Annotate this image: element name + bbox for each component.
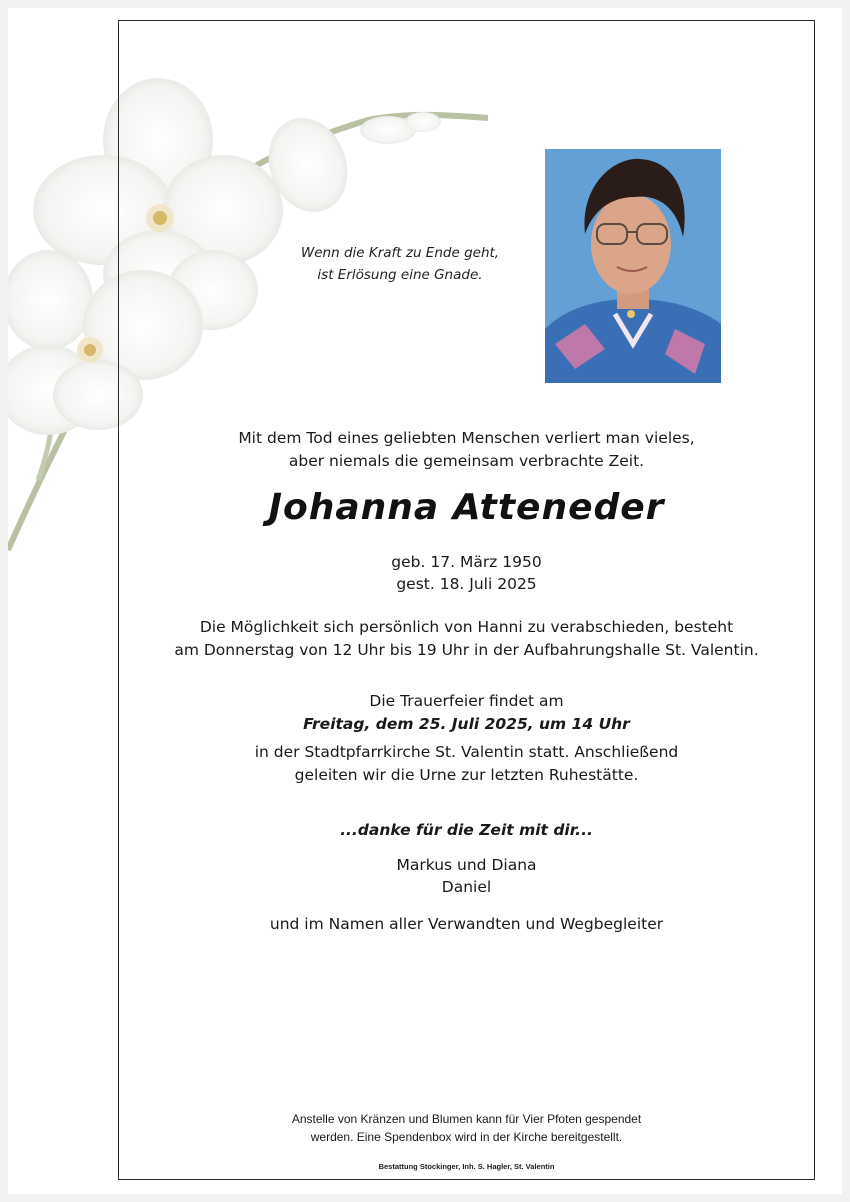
family-line-2: Daniel	[441, 878, 492, 896]
ceremony-place-line-1: in der Stadtpfarrkirche St. Valentin statt. Anschließend	[254, 743, 679, 761]
intro-line-2: aber niemals die gemeinsam verbrachte Zeit.	[288, 452, 645, 470]
quote-line-2: ist Erlösung eine Gnade.	[317, 267, 483, 283]
intro-line-1: Mit dem Tod eines geliebten Menschen verliert man vieles,	[238, 429, 695, 447]
undertaker-imprint: Bestattung Stockinger, Inh. S. Hagler, St. Valentin	[378, 1162, 555, 1171]
donation-line-1: Anstelle von Kränzen und Blumen kann für Vier Pfoten gespendet	[291, 1112, 642, 1126]
deceased-name: Johanna Atteneder	[268, 487, 665, 528]
farewell-text	[118, 616, 815, 662]
ceremony-place-line-2: geleiten wir die Urne zur letzten Ruhestätte.	[294, 766, 639, 784]
life-dates	[118, 551, 815, 595]
quote-line-1: Wenn die Kraft zu Ende geht,	[300, 245, 500, 261]
ceremony-intro: Die Trauerfeier findet am	[369, 692, 564, 710]
donation-line-2: werden. Eine Spendenbox wird in der Kirche bereitgestellt.	[310, 1130, 623, 1144]
farewell-line-2: am Donnerstag von 12 Uhr bis 19 Uhr in der Aufbahrungshalle St. Valentin.	[174, 641, 759, 659]
portrait-photo	[545, 149, 721, 383]
thanks-text: ...danke für die Zeit mit dir...	[340, 821, 593, 839]
ceremony-place	[118, 741, 815, 787]
birth-date: geb. 17. März 1950	[391, 553, 542, 571]
donation-note	[118, 1110, 815, 1146]
quote	[290, 242, 510, 286]
death-date: gest. 18. Juli 2025	[396, 575, 537, 593]
family-line-1: Markus und Diana	[396, 856, 537, 874]
ceremony-date: Freitag, dem 25. Juli 2025, um 14 Uhr	[303, 715, 630, 733]
farewell-line-1: Die Möglichkeit sich persönlich von Hanni zu verabschieden, besteht	[199, 618, 734, 636]
family-names	[118, 854, 815, 898]
relatives-text: und im Namen aller Verwandten und Wegbegleiter	[269, 915, 664, 933]
intro-text	[118, 427, 815, 473]
